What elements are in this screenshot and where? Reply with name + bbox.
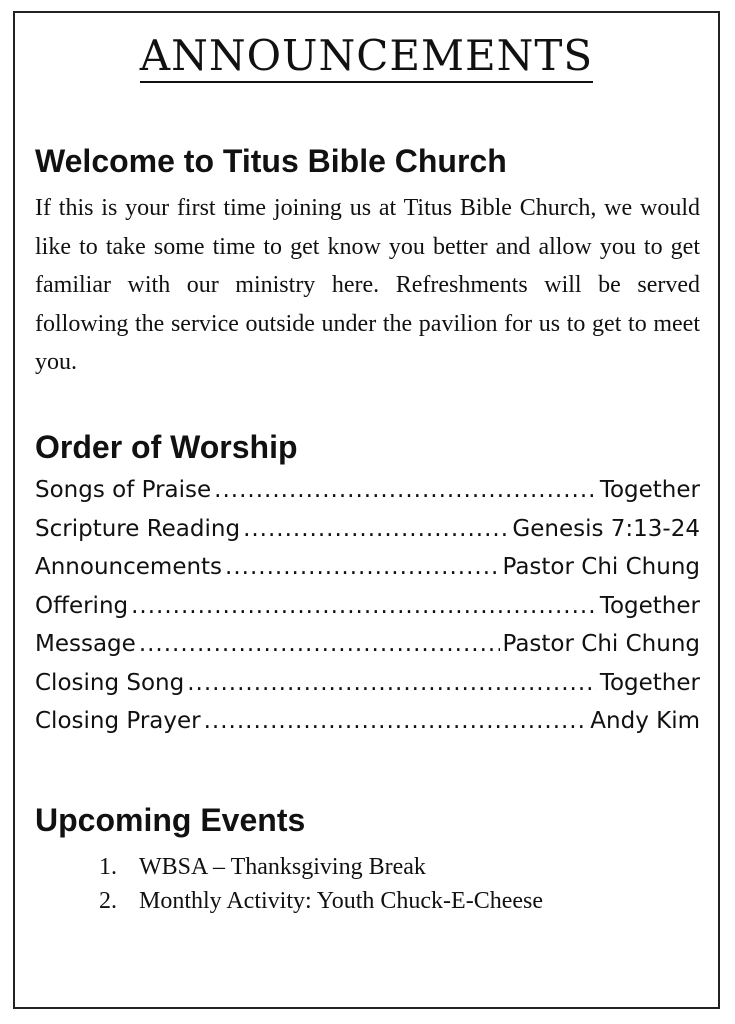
order-row [35, 516, 700, 555]
order-item: Offering [35, 592, 129, 619]
order-leader: Pastor Chi Chung [502, 631, 700, 657]
order-leader: Together [599, 669, 700, 696]
list-item [35, 884, 700, 918]
order-row [35, 554, 700, 593]
welcome-heading: Welcome to Titus Bible Church [35, 143, 507, 179]
order-leader: Andy Kim [590, 708, 700, 734]
order-item: Announcements [35, 554, 223, 580]
order-row [35, 631, 700, 670]
welcome-section [35, 141, 700, 382]
order-row [35, 670, 700, 709]
order-of-worship-section [35, 427, 700, 747]
dot-leader [131, 593, 597, 619]
order-leader: Together [599, 477, 700, 503]
order-item: Closing Prayer [35, 708, 201, 734]
order-heading: Order of Worship [35, 429, 298, 465]
order-row [35, 593, 700, 632]
order-leader: Pastor Chi Chung [502, 554, 700, 580]
dot-leader [243, 516, 509, 542]
list-item [35, 850, 700, 884]
event-text: WBSA – Thanksgiving Break [139, 854, 426, 880]
page-title: ANNOUNCEMENTS [15, 31, 718, 80]
dot-leader [204, 708, 588, 734]
dot-leader [225, 554, 499, 580]
order-item: Message [35, 631, 136, 657]
welcome-text: If this is your first time joining us at Titus Bible Church, we would like to take some time to get know you better and allow you to get familiar with our ministry here. Refreshments will be served following the service outside under the pavilion for us to get to meet you. [35, 195, 700, 375]
order-item: Songs of Praise [35, 477, 212, 503]
event-text: Monthly Activity: Youth Chuck-E-Cheese [139, 888, 543, 914]
events-list [35, 850, 700, 918]
events-heading: Upcoming Events [35, 802, 306, 838]
dot-leader [139, 631, 500, 657]
order-leader: Together [599, 592, 700, 619]
order-leader: Genesis 7:13-24 [512, 515, 700, 542]
order-item: Scripture Reading [35, 515, 241, 542]
order-row [35, 477, 700, 516]
order-row [35, 708, 700, 747]
order-item: Closing Song [35, 669, 185, 696]
order-list [35, 477, 700, 747]
dot-leader [187, 670, 597, 696]
dot-leader [214, 477, 597, 503]
list-number: 2. [99, 888, 117, 914]
announcement-page [13, 11, 720, 1009]
upcoming-events-section [35, 800, 700, 918]
list-number: 1. [99, 854, 117, 880]
